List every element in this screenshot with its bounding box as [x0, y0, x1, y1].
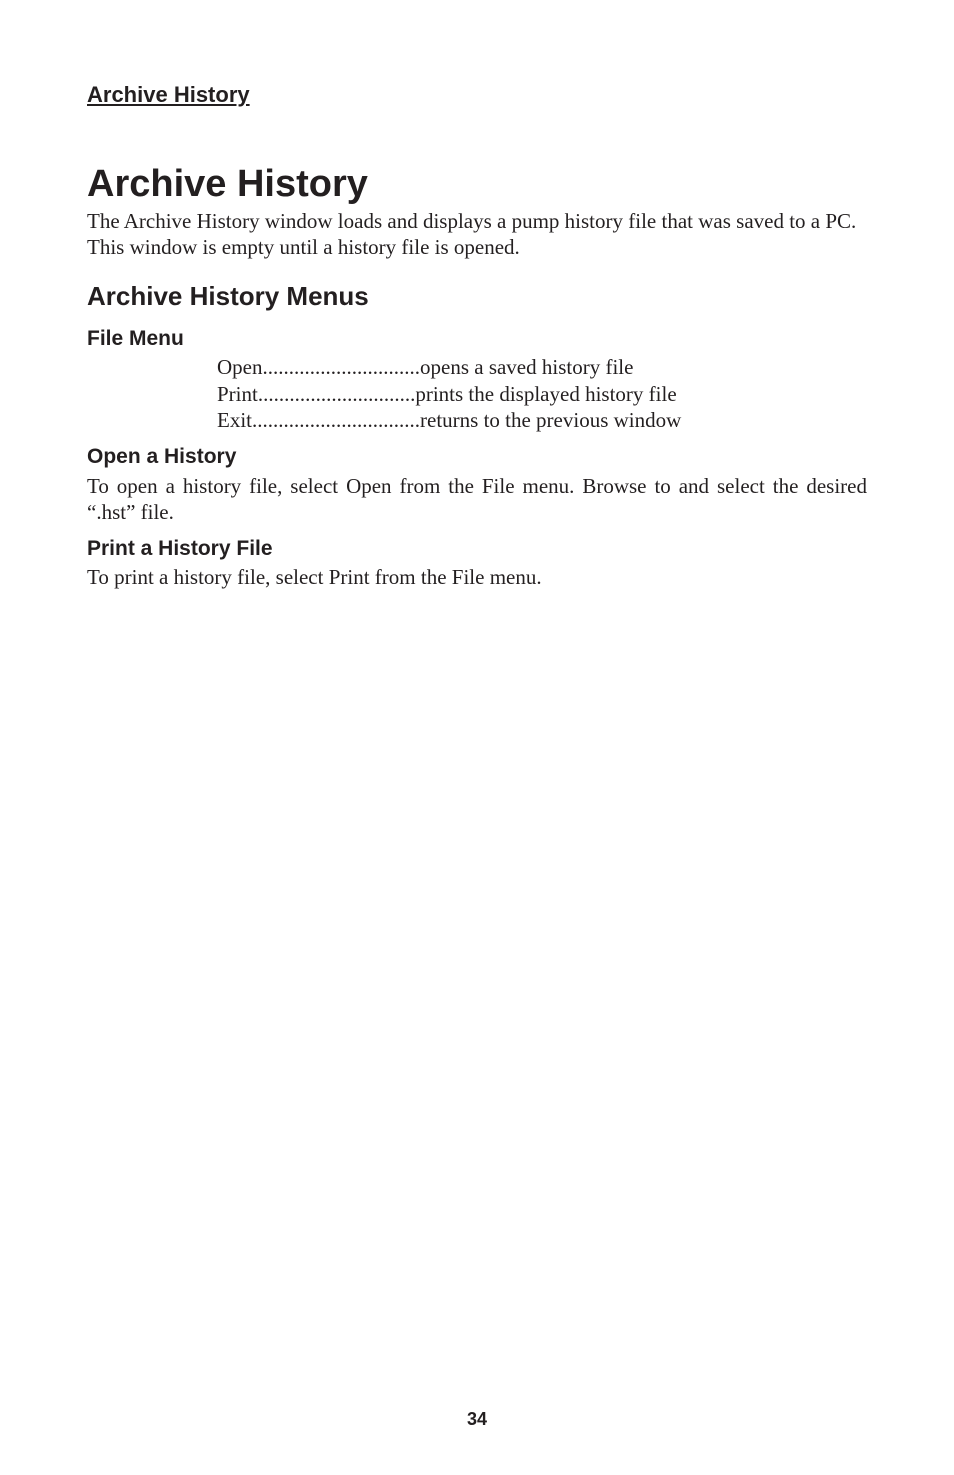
file-menu-heading: File Menu [87, 327, 184, 350]
menu-item-name: Open [217, 355, 263, 379]
dot-leader: ................................ [252, 408, 420, 432]
print-history-heading: Print a History File [87, 537, 273, 560]
menu-item-open [217, 354, 681, 381]
menu-item-name: Exit [217, 408, 252, 432]
menu-item-print [217, 381, 681, 408]
page-number: 34 [466, 1409, 488, 1429]
dot-leader: .............................. [262, 355, 420, 379]
menu-item-name: Print [217, 381, 258, 406]
open-history-heading: Open a History [87, 445, 237, 468]
menu-item-description: opens a saved history file [420, 355, 634, 379]
page-title: Archive History [87, 163, 368, 205]
dot-leader: .............................. [257, 381, 416, 406]
print-history-paragraph: To print a history file, select Print from the File menu. [87, 565, 542, 589]
menu-item-exit [217, 407, 681, 434]
menu-item-description: returns to the previous window [420, 408, 682, 432]
menus-heading: Archive History Menus [87, 281, 369, 311]
intro-paragraph: The Archive History window loads and displays a pump history file that was saved to a PC. This window is empty until a history file is opened. [87, 209, 857, 259]
open-history-paragraph: To open a history file, select Open from the File menu. Browse to and select the desired “.hst” file. [87, 474, 867, 524]
menu-item-description: prints the displayed history file [415, 381, 677, 406]
file-menu-list [217, 354, 681, 434]
running-header: Archive History [87, 82, 250, 107]
